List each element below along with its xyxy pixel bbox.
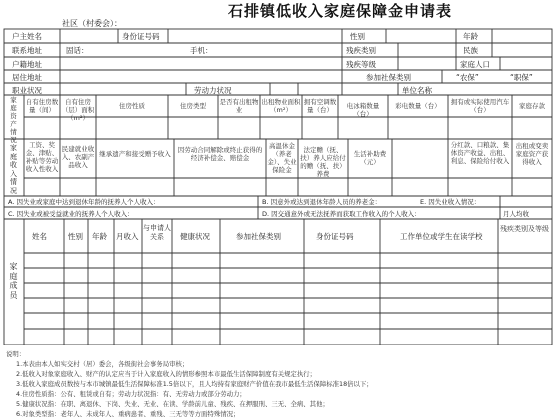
residence-address-label: 居住地址 [12,73,42,82]
member-header: 参加社保类别 [236,232,281,241]
property-header: 拥有空调数量（台） [303,98,337,114]
disability-level-label: 残疾等级 [346,60,376,69]
social-insurance-label: 参加社保类别 [366,73,411,82]
household-address-label: 户籍地址 [12,60,42,69]
income-line-a: A. 因失业或家庭中达到退休年龄的抚养人个人收入： [8,198,160,206]
form-title: 石排镇低收入家庭保障金申请表 [228,2,453,20]
disability-type-label: 残疾类别 [346,46,376,55]
income-item: 因劳动合同解除或终止获得的经济补偿金、赔偿金 [177,146,263,162]
income-line-c: C. 因失业或被受益就业的抚养人个人收入： [8,210,134,218]
member-header: 年龄 [92,232,107,241]
id-number-label: 身份证号码 [122,32,160,41]
member-header: 性别 [68,232,83,241]
property-header: 自有住房（层）面积（m²） [61,98,95,122]
property-header: 拥有或实际使用汽车（台） [450,98,510,114]
income-item: 出租或变卖家庭资产获得收入 [515,142,549,166]
property-header: 电冰箱数量（台） [346,102,380,118]
age-label: 年龄 [463,32,478,41]
notes-heading: 说明： [6,350,26,358]
property-header: 住房性质 [119,102,145,110]
job-status-label: 职业状况 [12,86,42,95]
property-header: 彩电数量（台） [395,102,441,110]
community-label: 社区（村委会）： [62,19,122,28]
members-section-label: 家庭成员 [9,262,18,300]
unit-name-label: 单位名称 [402,86,432,95]
property-header: 自有住房数量（间） [25,98,59,114]
mobile-label: 手机： [190,46,213,55]
property-section-label: 家庭资产情况 [10,96,17,144]
property-header: 家庭存款 [519,102,545,110]
member-header: 残疾类别及等级 [500,225,549,233]
phone-label: 固话： [66,46,89,55]
member-header: 与申请人关系 [143,224,171,241]
note-line: 3.低收入家庭成员数按与本市城镇最低生活保障标准1.5倍以下，且人均持有家庭财产价值在我市最低生活保障标准18倍以下； [16,380,373,388]
note-line: 2.低收入对象家庭收入、财产的认定应当于计入家庭收入的情形参照本市最低生活保障制度有关规定执行； [16,370,317,378]
income-item: 分红款、口粮款、集体资产收益、出租、利息、保险给付收入 [450,141,510,165]
note-line: 1.本表由本人如实交村（居）委会，各级街社会事务局审核； [16,360,189,368]
income-item: 继承遗产和接受赠予收入 [99,150,171,158]
income-item: 高温休金（养老金）、失业保险金 [267,142,297,174]
property-header: 是否有出租物业 [219,98,259,114]
member-header: 工作单位或学生在读学校 [400,232,483,241]
income-line-b: B. 因意外或达到退休年龄人员的养老金： [262,198,382,206]
income-item: 法定赡（抚、扶）养人应给付的赡（抚、扶）养费 [300,146,346,178]
labor-ability-label: 劳动力状况 [194,86,232,95]
family-members-label: 家庭人口 [460,60,490,69]
option-rural-insurance[interactable]: “农保” [456,73,479,82]
option-employee-insurance[interactable]: “职保” [510,73,533,82]
note-line: 6.对象类型指：老年人、未成年人、重病患者、重残、三无等等方面特殊情况； [16,410,240,418]
property-header: 住房类型 [180,102,206,110]
address-label: 联系地址 [12,46,42,55]
member-header: 健康状况 [180,232,210,241]
member-header: 身份证号码 [316,232,354,241]
householder-label: 户主姓名 [12,32,42,41]
member-header: 月收入 [116,232,139,241]
income-section-label: 家庭收入情况 [10,144,17,195]
member-header: 姓名 [32,232,47,241]
notes [6,349,373,419]
income-item: 工资、奖金、津贴、补贴等劳动收入性收入 [25,141,59,173]
income-item: 生活补助费（元） [353,150,387,166]
note-line: 4.住房性质指：公有、租赁或自有；劳动力状况指：有、无劳动力或部分劳动力； [16,390,246,398]
monthly-income-label: 月人均收 [503,210,529,218]
ethnicity-label: 民族 [463,46,478,55]
income-line-e: E. 因失业收入情况： [420,198,481,206]
gender-label: 性别 [350,32,365,41]
note-line: 5.健康状况指：在职、离退休、下岗、失业、无业、在读、学龄前儿童、残疾、在押服刑、三无、全病、其他； [16,400,329,408]
income-line-d: D. 因交通意外或无法抚养而获取工作收入的个人收入： [262,210,421,218]
income-item: 民建就业收入、农副产品收入 [61,145,95,169]
property-header: 出租物业面积（m²） [261,98,301,114]
